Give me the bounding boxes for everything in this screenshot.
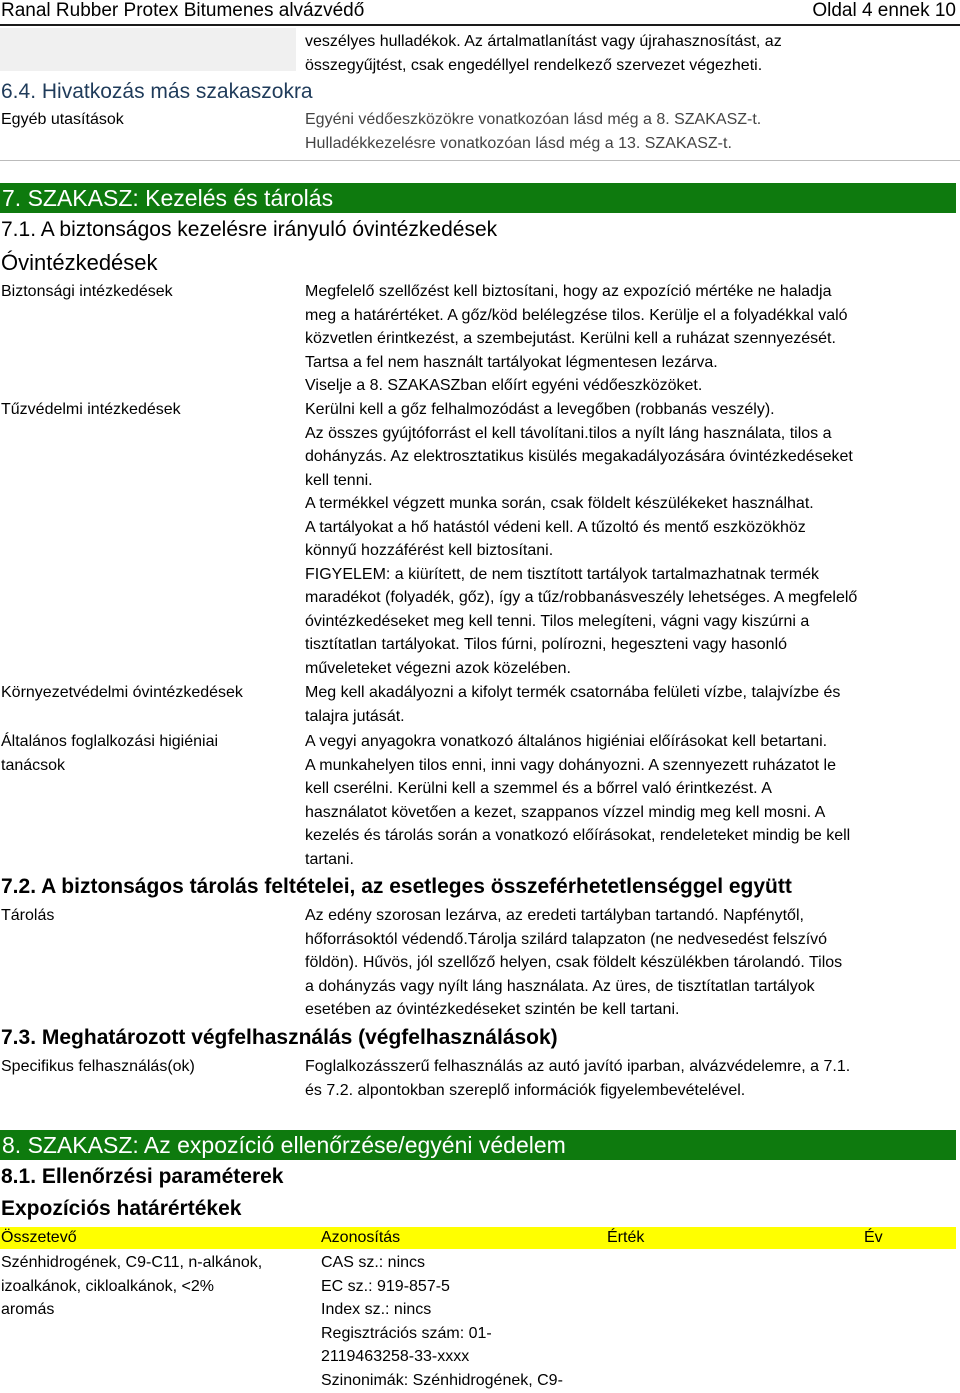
section-8-title: 8. SZAKASZ: Az expozíció ellenőrzése/egyéni védelem (2, 1132, 566, 1158)
section-6-4-title: 6.4. Hivatkozás más szakaszokra (1, 80, 313, 103)
text-line: összegyűjtést, csak engedéllyel rendelkező szervezet végezheti. (305, 56, 763, 74)
cell-line: izoalkánok, cikloalkánok, <2% (1, 1277, 215, 1295)
text-line: kezelés és tárolás során a vonatkozó előírásokat, rendeleteket mindig be kell (305, 827, 851, 844)
environmental-label (1, 681, 243, 705)
text-line: meg a határértéket. A gőz/köd belélegzése tilos. Kerülje el a folyadékkal való (305, 306, 848, 324)
text-line: használatot követően a kezet, szappanos vízzel mindig meg kell mosni. A (305, 803, 826, 821)
storage-text (305, 904, 842, 1022)
environmental-text (305, 681, 840, 728)
text-line: Tartsa a fel nem használt tartályokat légmentesen lezárva. (305, 353, 718, 371)
text-line: Hulladékkezelésre vonatkozóan lásd még a 13. SZAKASZ-t. (305, 134, 732, 152)
label-line: tanácsok (1, 756, 66, 774)
table-cell-identification (321, 1251, 563, 1392)
text-line: Meg kell akadályozni a kifolyt termék csatornába felületi vízbe, talajvízbe és (305, 684, 841, 701)
text-line: földön). Hűvös, jól szellőző helyen, csak földelt készülékben tárolandó. Tilos (305, 954, 843, 971)
text-line: kell tenni. (305, 471, 373, 489)
text-line: Megfelelő szellőzést kell biztosítani, hogy az expozíció mértéke ne haladja (305, 283, 832, 300)
text-line: és 7.2. alpontokban szereplő információk figyelembevételével. (305, 1081, 746, 1099)
col-header-value: Érték (607, 1229, 645, 1246)
doc-title: Ranal Rubber Protex Bitumenes alvázvédő (1, 0, 365, 21)
specific-use-label: Specifikus felhasználás(ok) (1, 1058, 195, 1075)
text-line: A vegyi anyagokra vonatkozó általános higiéniai előírásokat kell betartani. (305, 733, 828, 750)
text-line: műveleteket végezni azok közelében. (305, 659, 571, 677)
col-header-component: Összetevő (1, 1229, 77, 1246)
section-7-2-title: 7.2. A biztonságos tárolás feltételei, az esetleges összeférhetetlenséggel együtt (1, 875, 792, 898)
section-8-1-title: 8.1. Ellenőrzési paraméterek (1, 1165, 284, 1188)
exposure-limits-heading: Expozíciós határértékek (1, 1197, 242, 1220)
text-line: tisztítatlan tartályokat. Tilos fúrni, polírozni, hegeszteni vagy hasonló (305, 636, 788, 653)
cell-line: aromás (1, 1301, 55, 1318)
text-line: A tartályokat a hő hatástól védeni kell. A tűzoltó és mentő eszközökhöz (305, 518, 806, 536)
other-instructions-label: Egyéb utasítások (1, 111, 124, 128)
text-line: Az összes gyújtóforrást el kell távolítani.tilos a nyílt láng használata, tilos a (305, 424, 832, 442)
text-line: könnyű hozzáférést kell biztosítani. (305, 542, 554, 559)
text-line: tartani. (305, 850, 354, 868)
text-line: közvetlen érintkezést, a szembejutást. Kerülni kell a ruházat szennyezését. (305, 330, 836, 347)
col-header-identification: Azonosítás (321, 1229, 401, 1246)
storage-label: Tárolás (1, 907, 55, 924)
page-number: Oldal 4 ennek 10 (812, 0, 956, 21)
section-7-1-title: 7.1. A biztonságos kezelésre irányuló óvintézkedések (1, 218, 498, 241)
cell-line: CAS sz.: nincs (321, 1254, 426, 1271)
text-line: A termékkel végzett munka során, csak földelt készülékeket használhat. (305, 495, 814, 512)
text-line: Egyéni védőeszközökre vonatkozóan lásd még a 8. SZAKASZ-t. (305, 111, 762, 128)
text-line: Az edény szorosan lezárva, az eredeti tartályban tartandó. Napfénytől, (305, 907, 804, 924)
text-line: veszélyes hulladékok. Az ártalmatlanítást vagy újrahasznosítást, az (305, 33, 782, 50)
text-line: FIGYELEM: a kiürített, de nem tisztított tartályok tartalmazhatnak termék (305, 565, 819, 583)
text-line: hőforrásoktól védendő.Tárolja szilárd talapzaton (ne nedvesedést felszívó (305, 930, 828, 948)
hygiene-label (1, 730, 218, 777)
text-line: Kerülni kell a gőz felhalmozódást a levegőben (robbanás veszély). (305, 401, 775, 418)
cell-line: Szinonimák: Szénhidrogének, C9- (321, 1371, 563, 1389)
fire-protection-text (305, 398, 857, 680)
top-continuation (305, 30, 782, 77)
other-instructions-text (305, 108, 761, 155)
top-left-cell (0, 28, 296, 71)
cell-line: 2119463258-33-xxxx (321, 1348, 470, 1365)
table-cell-component (1, 1251, 262, 1322)
label-line: Általános foglalkozási higiéniai (1, 733, 219, 750)
text-line: esetében az óvintézkedéseket szintén be kell tartani. (305, 1001, 680, 1018)
cell-line: EC sz.: 919-857-5 (321, 1277, 450, 1295)
section-8-bar (0, 1130, 956, 1160)
text-line: kell cserélni. Kerülni kell a szemmel és a bőrrel való érintkezést. A (305, 780, 772, 797)
label-line: Környezetvédelmi óvintézkedések (1, 684, 243, 701)
cell-line: Szénhidrogének, C9-C11, n-alkánok, (1, 1254, 263, 1271)
cell-line: Index sz.: nincs (321, 1301, 432, 1318)
cell-line: Regisztrációs szám: 01- (321, 1324, 492, 1342)
section-divider (0, 160, 960, 161)
label-line: Tűzvédelmi intézkedések (1, 401, 181, 418)
text-line: talajra jutását. (305, 707, 405, 725)
text-line: Viselje a 8. SZAKASZban előírt egyéni védőeszközöket. (305, 377, 703, 394)
section-7-bar (0, 183, 956, 213)
header-rule (0, 24, 960, 26)
col-header-year: Év (864, 1229, 883, 1246)
text-line: maradékot (folyadék, gőz), így a tűz/robbanásveszély lehetséges. A megfelelő (305, 589, 858, 606)
label-line: Biztonsági intézkedések (1, 283, 173, 300)
precautions-heading: Óvintézkedések (1, 250, 158, 275)
text-line: A munkahelyen tilos enni, inni vagy dohányozni. A szennyezett ruházatot le (305, 756, 837, 774)
text-line: dohányzás. Az elektrosztatikus kisülés megakadályozására óvintézkedéseket (305, 448, 853, 465)
section-7-3-title: 7.3. Meghatározott végfelhasználás (végfelhasználások) (1, 1026, 558, 1049)
safety-measures-label (1, 280, 173, 304)
specific-use-text (305, 1055, 850, 1102)
safety-measures-text (305, 280, 848, 398)
text-line: a dohányzás vagy nyílt láng használata. Az üres, de tisztítatlan tartályok (305, 977, 815, 995)
table-header-row (0, 1227, 956, 1249)
fire-protection-label (1, 398, 181, 422)
hygiene-text (305, 730, 850, 871)
text-line: Foglalkozásszerű felhasználás az autó javító iparban, alvázvédelemre, a 7.1. (305, 1058, 851, 1075)
section-7-title: 7. SZAKASZ: Kezelés és tárolás (2, 185, 334, 211)
text-line: óvintézkedéseket meg kell tenni. Tilos melegíteni, vágni vagy kiszúrni a (305, 612, 810, 630)
